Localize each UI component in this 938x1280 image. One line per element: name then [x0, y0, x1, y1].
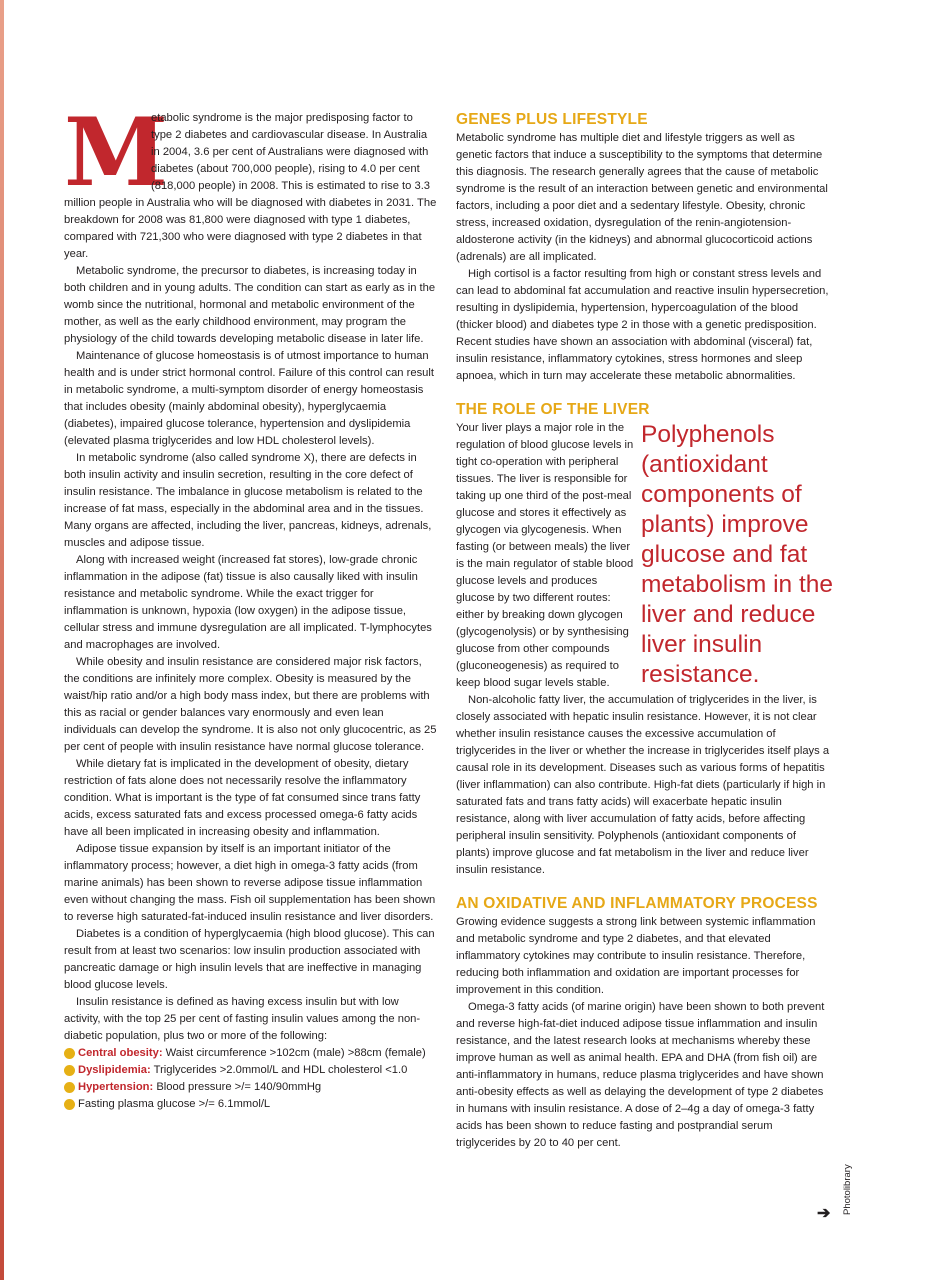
criteria-term: Dyslipidemia: — [78, 1064, 151, 1076]
body-paragraph: Growing evidence suggests a strong link between systemic inflammation and metabolic syndrome and type 2 diabetes, and that elevated inflammatory cytokines may contribute to insulin resistance. Therefore, reducing both inflammation and oxidation are important processes for improvement in this condition. — [456, 916, 816, 996]
bullet-dot-icon — [64, 1082, 75, 1093]
criteria-term: Hypertension: — [78, 1081, 154, 1093]
list-item — [64, 1062, 437, 1079]
body-paragraph: While dietary fat is implicated in the development of obesity, dietary restriction of fats alone does not necessarily resolve the inflammatory condition. What is important is the type of fat consumed since trans fatty acids, excess saturated fats and excess processed omega-6 fatty acids have all been implicated in increasing obesity and inflammation. — [64, 758, 421, 838]
continue-arrow-icon: ➔ — [817, 1205, 831, 1222]
liver-text: Your liver plays a major role in the regulation of blood glucose levels in tight co-operation with peripheral tissues. The liver is responsible for taking up one third of the post-meal glucose and stores it effectively as glycogen via glycogenesis. When fasting (or between meals) the liver is the main regulator of stable blood glucose levels and produces glucose by two different routes: either by breaking down glycogen (glycogenolysis) or by synthesising glucose from other compounds (gluconeogenesis) as required to keep blood sugar levels stable. — [456, 422, 634, 689]
criteria-text: Blood pressure >/= 140/90mmHg — [153, 1081, 322, 1093]
bullet-dot-icon — [64, 1065, 75, 1076]
bullet-dot-icon — [64, 1048, 75, 1059]
left-column — [64, 98, 437, 1113]
body-paragraph: High cortisol is a factor resulting from high or constant stress levels and can lead to abdominal fat accumulation and reactive insulin hypersecretion, resulting in dyslipidemia, hypertension, hypercoagulation of the blood (thicker blood) and diabetes type 2 in those with a genetic predisposition. Recent studies have shown an association with abdominal (visceral) fat, insulin resistance, inflammatory cytokines, stress hormones and sleep apnoea, which in turn may accelerate these metabolic abnormalities. — [456, 268, 829, 382]
list-item — [64, 1096, 437, 1113]
right-column — [456, 110, 834, 1152]
body-paragraph: While obesity and insulin resistance are considered major risk factors, the conditions are infinitely more complex. Obesity is measured by the waist/hip ratio and/or a high body mass index, but there are problems with this as racial or gender balances vary enormously and even lean individuals can develop the syndrome. It is also not only glucocentric, as 25 per cent of people with insulin resistance have normal glucose tolerance. — [64, 656, 437, 753]
body-paragraph: Diabetes is a condition of hyperglycaemia (high blood glucose). This can result from at least two scenarios: low insulin production associated with pancreatic damage or high insulin levels that are ineffective in managing blood glucose levels. — [64, 928, 435, 991]
body-paragraph — [456, 420, 834, 692]
intro-text: etabolic syndrome is the major predisposing factor to type 2 diabetes and cardiovascular disease. In Australia in 2004, 3.6 per cent of Australians were diagnosed with diabetes (about 700,000 people), rising to 4.0 per cent (818,000 people) in 2008. This is estimated to rise to 3.3 million people in Australia who will be diagnosed with diabetes in 2031. The breakdown for 2008 was 81,800 were diagnosed with type 1 diabetes, compared with 721,300 who were diagnosed with type 2 diabetes in that year. — [64, 112, 437, 260]
list-item — [64, 1079, 437, 1096]
body-paragraph: Metabolic syndrome, the precursor to diabetes, is increasing today in both children and in young adults. The condition can start as early as in the womb since the nutritional, hormonal and metabolic environment of the mother, as well as the early childhood environment, may program the physiology of the child towards developing metabolic disease in later life. — [64, 265, 436, 345]
section-heading-liver: THE ROLE OF THE LIVER — [456, 401, 650, 418]
body-paragraph: Metabolic syndrome has multiple diet and lifestyle triggers as well as genetic factors that induce a susceptibility to the symptoms that determine this diagnosis. The research generally agrees that the cause of metabolic syndrome is the result of an interaction between genetic and environmental factors, including a poor diet and a sedentary lifestyle. Obesity, chronic stress, increased oxidation, dysregulation of the renin-angiotension-aldosterone activity (in the kidneys) and abnormal glucocorticoid actions (adrenals) are all implicated. — [456, 132, 828, 263]
criteria-term: Central obesity: — [78, 1047, 163, 1059]
page-edge-stripe — [0, 0, 4, 1280]
criteria-list — [64, 1045, 437, 1113]
drop-cap: M — [64, 98, 165, 208]
list-item — [64, 1045, 437, 1062]
body-paragraph: Omega-3 fatty acids (of marine origin) have been shown to both prevent and reverse high-fat-diet induced adipose tissue inflammation and insulin resistance, and the latest research looks at mechanisms whereby these improve human as well as animal health. EPA and DHA (from fish oil) are anti-inflammatory in humans, reduce plasma triglycerides and have shown anti-obesity effects as well as delaying the development of type 2 diabetes in humans with insulin resistance. A dose of 2–4g a day of omega-3 fatty acids has been shown to reduce fasting and postprandial serum triglycerides by 20 to 40 per cent. — [456, 1001, 825, 1149]
photo-credit: Photolibrary — [842, 1164, 853, 1215]
body-paragraph: Maintenance of glucose homeostasis is of utmost importance to human health and is under strict hormonal control. Failure of this control can result in metabolic syndrome, a multi-symptom disorder of energy homeostasis that includes obesity (mainly abdominal obesity), hyperglycaemia (diabetes), impaired glucose tolerance, hypertension and dyslipidemia (elevated plasma triglycerides and low HDL cholesterol levels). — [64, 350, 434, 447]
criteria-text: Fasting plasma glucose >/= 6.1mmol/L — [78, 1098, 271, 1110]
section-heading-oxidative: AN OXIDATIVE AND INFLAMMATORY PROCESS — [456, 895, 818, 912]
intro-paragraph — [64, 98, 437, 263]
criteria-text: Waist circumference >102cm (male) >88cm (female) — [162, 1047, 426, 1059]
body-paragraph: Non-alcoholic fatty liver, the accumulation of triglycerides in the liver, is closely associated with hepatic insulin resistance. However, it is not clear whether insulin resistance causes the excessive accumulation of triglycerides in the liver or whether the increase in triglycerides itself plays a causal role in its development. Diseases such as various forms of hepatitis (liver inflammation) can also contribute. High-fat diets (particularly if high in saturated fats and trans fatty acids) will exacerbate hepatic insulin resistance, along with liver accumulation of fatty acids, before affecting peripheral insulin sensitivity. Polyphenols (antioxidant components of plants) improve glucose and fat metabolism in the liver and reduce liver insulin resistance. — [456, 694, 830, 876]
body-paragraph: In metabolic syndrome (also called syndrome X), there are defects in both insulin activity and insulin secretion, resulting in the core defect of insulin resistance. The imbalance in glucose metabolism is related to the increase of fat mass, especially in the abdominal area and in the tissues. Many organs are affected, including the liver, pancreas, kidneys, adrenals, muscles and adipose tissue. — [64, 452, 432, 549]
body-paragraph: Adipose tissue expansion by itself is an important initiator of the inflammatory process; however, a diet high in omega-3 fatty acids (from marine animals) has been shown to reverse adipose tissue inflammation even without changing the mass. Fish oil supplementation has been shown to reverse high saturated-fat-induced insulin resistance and liver disorders. — [64, 843, 436, 923]
section-heading-genes: GENES PLUS LIFESTYLE — [456, 111, 648, 128]
pull-quote: Polyphenols (antioxidant components of plants) improve glucose and fat metabolism in the liver and reduce liver insulin resistance. — [641, 421, 834, 688]
body-paragraph: Along with increased weight (increased fat stores), low-grade chronic inflammation in the adipose (fat) tissue is also causally liked with insulin resistance and metabolic syndrome. While the exact trigger for inflammation is unknown, hypoxia (low oxygen) in the adipose tissue, cellular stress and immune dysregulation are all implicated. T-lymphocytes and macrophages are involved. — [64, 554, 432, 651]
criteria-text: Triglycerides >2.0mmol/L and HDL cholesterol <1.0 — [150, 1064, 408, 1076]
bullet-dot-icon — [64, 1099, 75, 1110]
body-paragraph: Insulin resistance is defined as having excess insulin but with low activity, with the top 25 per cent of fasting insulin values among the non-diabetic population, plus two or more of the following: — [64, 996, 421, 1042]
